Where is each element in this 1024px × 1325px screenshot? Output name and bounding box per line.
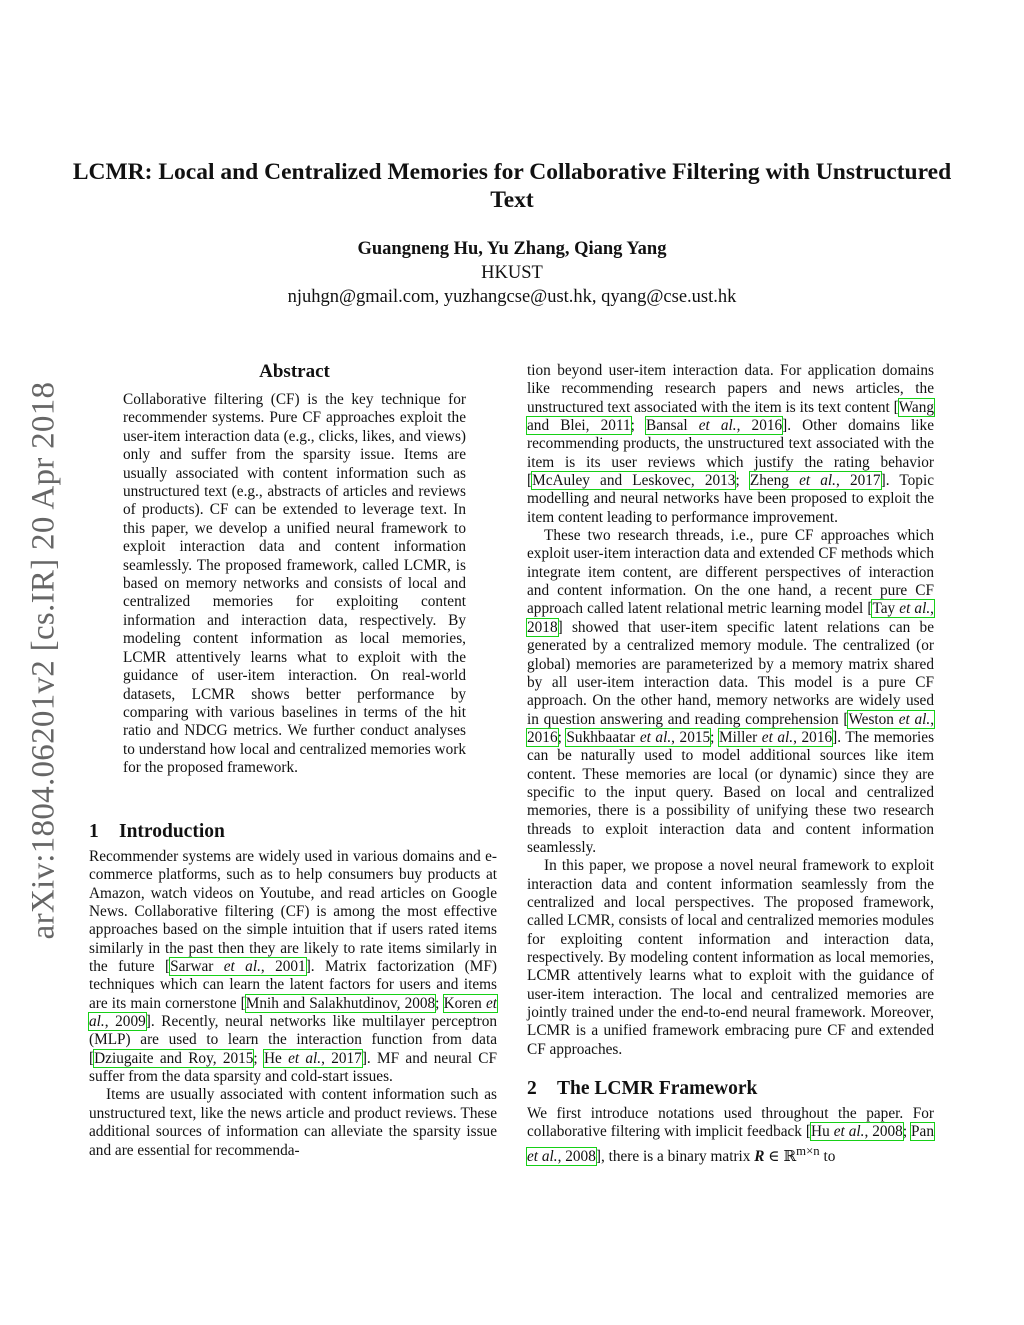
- matrix-symbol: R: [754, 1147, 765, 1165]
- et-al-italic: et al.: [288, 1049, 322, 1067]
- abstract-text: Collaborative filtering (CF) is the key technique for recommender systems. Pure CF approaches exploit the user-item interaction data (e.g., clicks, likes, and views) only and suffer from the sparsity issue. Items are usually associated with content information such as unstructured text (e.g., abstracts of articles and reviews of products). CF can be extended to leverage text. In this paper, we develop a unified neural framework to exploit interaction data and content information seamlessly. The proposed framework, called LCMR, is based on memory networks and consists of local and centralized memories for exploiting content information and interaction data, respectively. By modeling content information as local memories, LCMR attentively learns what to exploit with the guidance of user-item interaction. On real-world datasets, LCMR shows better performance by comparing with various baselines in terms of the hit ratio and NDCG metrics. We further conduct analyses to understand how local and centralized memories work for the proposed framework.: [123, 391, 466, 777]
- arxiv-identifier: arXiv:1804.06201v2 [cs.IR] 20 Apr 2018: [25, 381, 62, 939]
- citation-link[interactable]: Sukhbaatar et al., 2015: [566, 728, 711, 746]
- et-al-italic: et al.: [527, 1147, 558, 1165]
- paper-authors: Guangneng Hu, Yu Zhang, Qiang Yang: [357, 239, 667, 259]
- citation-link[interactable]: Koren et al., 2009: [89, 994, 497, 1031]
- section-heading-introduction: 1 Introduction: [89, 821, 225, 842]
- section-spacer: [527, 1059, 934, 1077]
- intro-paragraph-1: Recommender systems are widely used in various domains and e-commerce platforms, such as to help consumers buy products at Amazon, watch videos on Youtube, and read articles on Google News. Collaborative filtering (CF) is among the most effective approaches based on the simple intuition that if users rated items similarly in the past then they are likely to rate items similarly in the future [Sarwar et al., 2001]. Matrix factorization (MF) techniques which can learn the latent factors for users and items are its main cornerstone [Mnih and Salakhutdinov, 2008; Koren et al., 2009]. Recently, neural networks like multilayer perceptron (MLP) are used to learn the interaction function from data [Dziugaite and Roy, 2015; He et al., 2017]. MF and neural CF suffer from the data sparsity and cold-start issues.: [89, 848, 497, 1086]
- intro-paragraph-3: These two research threads, i.e., pure CF approaches which exploit user-item interaction data and extended CF methods which integrate item content, are different perspectives of interaction and content information. On the one hand, a recent pure CF approach called latent relational metric learning model [Tay et al., 2018] showed that user-item specific latent relations can be generated by a centralized memory module. The centralized (or global) memories are parameterized by a memory matrix shared by all user-item interaction data. This model is a pure CF approach. On the other hand, memory networks are widely used in question answering and reading comprehension [Weston et al., 2016; Sukhbaatar et al., 2015; Miller et al., 2016]. The memories can be naturally used to model additional sources like item content. These memories are local (or dynamic) since they are specific to the input query. Based on local and centralized memories, there is a possibility of unifying these two research threads to exploit interaction data and content information seamlessly.: [527, 527, 935, 856]
- intro-paragraph-2: Items are usually associated with content information such as unstructured text, like the news article and product reviews. These additional sources of information can alleviate the sparsity issue and are essential for recommenda-: [89, 1086, 497, 1159]
- citation-link[interactable]: He et al., 2017: [263, 1049, 362, 1067]
- paper-title: LCMR: Local and Centralized Memories for Collaborative Filtering with Unstructured Text: [72, 159, 952, 213]
- citation-link[interactable]: Tay et al., 2018: [527, 600, 934, 636]
- citation-link[interactable]: Weston et al., 2016: [527, 710, 935, 746]
- et-al-italic: et al.: [89, 994, 497, 1031]
- paper-emails: njuhgn@gmail.com, yuzhangcse@ust.hk, qyang@cse.ust.hk: [287, 287, 737, 307]
- section-heading-framework: 2 The LCMR Framework: [527, 1078, 758, 1100]
- et-al-italic: et al.: [698, 417, 737, 435]
- citation-link[interactable]: Hu et al., 2008: [811, 1123, 903, 1141]
- citation-link[interactable]: Pan et al., 2008: [527, 1123, 934, 1165]
- et-al-italic: et al.: [833, 1123, 865, 1141]
- paper-affiliation: HKUST: [481, 263, 543, 283]
- citation-link[interactable]: Miller et al., 2016: [718, 728, 833, 746]
- et-al-italic: et al.: [761, 728, 794, 746]
- et-al-italic: et al.: [899, 600, 931, 618]
- right-column: [527, 362, 934, 1166]
- et-al-italic: et al.: [898, 710, 931, 728]
- left-column: [89, 820, 497, 1160]
- abstract-heading: Abstract: [259, 361, 330, 382]
- matrix-dimension: m×n: [796, 1143, 820, 1158]
- et-al-italic: et al.: [223, 958, 261, 976]
- citation-link[interactable]: McAuley and Leskovec, 2013: [532, 472, 736, 490]
- citation-link[interactable]: Zheng et al., 2017: [749, 472, 881, 490]
- intro-paragraph-2-continued: tion beyond user-item interaction data. For application domains like recommending research papers and news articles, the unstructured text associated with the item is its text content [Wang and Blei, 2011; Bansal et al., 2016]. Other domains like recommending products, the unstructured text associated with the item is its user reviews which justify the rating behavior [McAuley and Leskovec, 2013; Zheng et al., 2017]. Topic modelling and neural networks have been proposed to exploit the item content leading to performance improvement.: [527, 362, 934, 526]
- citation-link[interactable]: Dziugaite and Roy, 2015: [94, 1049, 254, 1067]
- citation-link[interactable]: Bansal et al., 2016: [646, 417, 783, 435]
- et-al-italic: et al.: [799, 472, 837, 490]
- citation-link[interactable]: Wang and Blei, 2011: [527, 398, 934, 435]
- et-al-italic: et al.: [639, 728, 672, 746]
- citation-link[interactable]: Sarwar et al., 2001: [170, 958, 306, 976]
- intro-paragraph-4: In this paper, we propose a novel neural framework to exploit interaction data and content information seamlessly from the centralized and local perspectives. The proposed framework, called LCMR, consists of local and centralized memories modules for exploiting content information and interaction data, respectively. By modeling content information as local memories, LCMR attentively learns what to exploit with the guidance of user-item interaction. The local and centralized memories are jointly trained under the end-to-end neural framework. Moreover, LCMR is a unified framework embracing pure CF and extended CF approaches.: [527, 857, 934, 1058]
- framework-paragraph-1: We first introduce notations used throughout the paper. For collaborative filtering with implicit feedback [Hu et al., 2008; Pan et al., 2008], there is a binary matrix R ∈ ℝ$^{m\times n}$ to: [527, 1105, 934, 1165]
- citation-link[interactable]: Mnih and Salakhutdinov, 2008: [245, 994, 436, 1012]
